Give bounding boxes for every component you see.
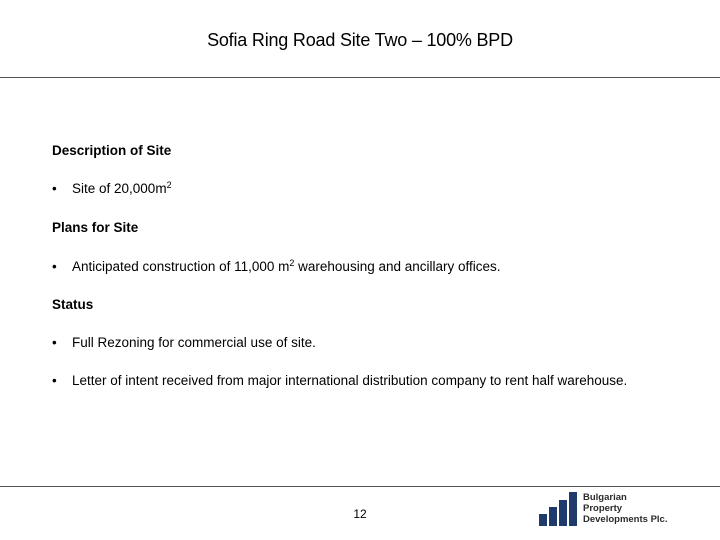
bullet-marker: • — [52, 373, 57, 388]
bullet-marker: • — [52, 181, 57, 196]
company-logo — [539, 492, 679, 528]
bullet-text: Anticipated construction of 11,000 $m^2$ warehousing and ancillary offices. — [72, 258, 501, 274]
bullet-text: Letter of intent received from major international distribution company to rent half warehouse. — [72, 373, 628, 388]
slide-title: Sofia Ring Road Site Two – 100% BPD — [207, 30, 513, 50]
bullet-text: Site of $20,000m^2$ — [72, 180, 172, 196]
logo-bars-icon — [539, 492, 581, 526]
section-heading-plans: Plans for Site — [52, 220, 139, 235]
bullet-text: Full Rezoning for commercial use of site. — [72, 335, 316, 350]
page-number: 12 — [353, 507, 367, 521]
bullet-marker: • — [52, 335, 57, 350]
bullet-marker: • — [52, 259, 57, 274]
superscript: 2 — [289, 258, 295, 268]
superscript: 2 — [166, 180, 172, 190]
section-heading-status: Status — [52, 297, 94, 312]
logo-line-2: Property — [583, 503, 623, 514]
section-heading-description: Description of Site — [52, 143, 172, 158]
logo-line-1: Bulgarian — [583, 492, 627, 503]
logo-line-3: Developments Plc. — [583, 514, 668, 525]
top-divider — [0, 77, 720, 78]
bottom-divider — [0, 486, 720, 487]
logo-wordmark — [583, 492, 667, 525]
